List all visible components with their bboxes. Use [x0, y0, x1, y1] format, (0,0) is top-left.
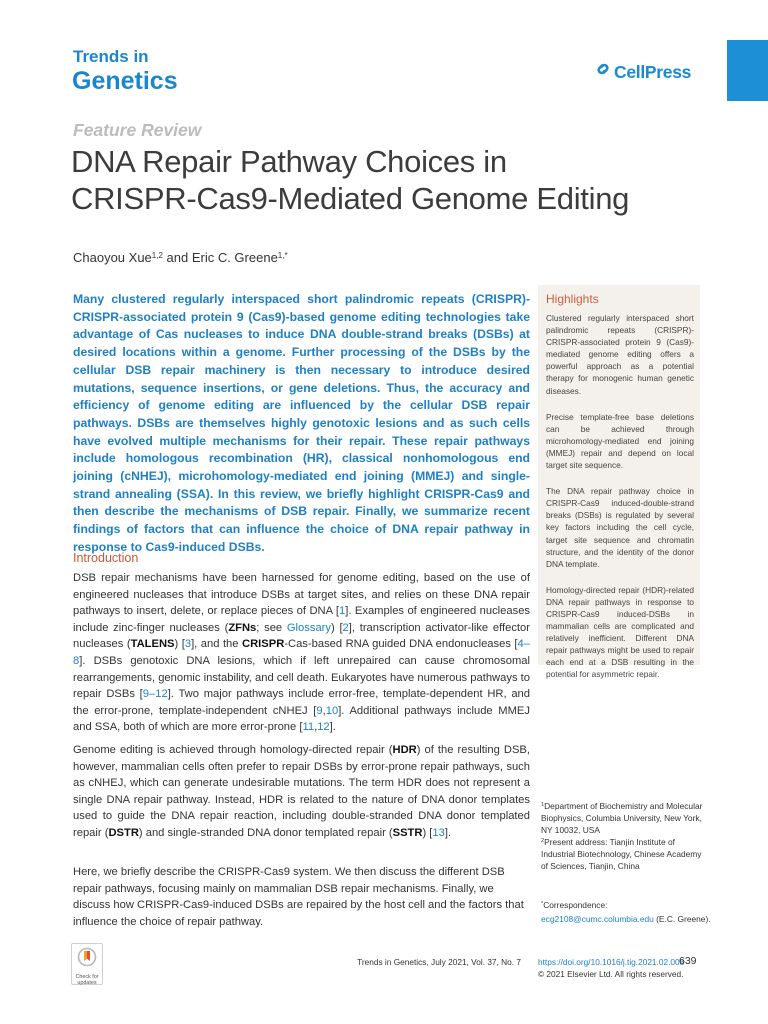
journal-name-line2: Genetics: [72, 67, 178, 95]
text-run: Here, we briefly describe the CRISPR-Cas9 system. We then discuss the different DSB repair pathways, focusing mainly on mammalian DSB repair mechanisms. Finally, we discuss how CRISPR-Cas9-induced DSBs are repaired by the host cell and the factors that influence the choice of repair pathway.: [73, 866, 524, 928]
text-run: ) [: [174, 638, 185, 651]
affiliation-2: [541, 836, 703, 872]
introduction-heading: Introduction: [73, 551, 139, 565]
article-title: [71, 143, 629, 217]
affiliation-number: 2: [541, 838, 545, 844]
affiliation-superscript: 1,2: [151, 251, 163, 260]
affiliation-text: Department of Biochemistry and Molecular Biophysics, Columbia University, New York, NY 10032, USA: [541, 801, 703, 835]
publisher-name: CellPress: [614, 61, 692, 82]
text-run: DSB repair mechanisms have been harnessed for genome editing, based on the use of engineered nucleases that introduce DSBs at target sites, and relies on these DNA repair pathways to insert, delete, or replace pieces of DNA [: [73, 572, 530, 618]
text-run: ]. Examples of engineered nucleases include zinc-finger nucleases (: [73, 605, 531, 634]
highlights-box: [538, 285, 700, 680]
journal-name-line1: Trends in: [73, 47, 149, 66]
page-number: 639: [679, 955, 697, 967]
affiliation-text: Present address: Tianjin Institute of Industrial Biotechnology, Chinese Academy of Sciences, Tianjin, China: [541, 837, 702, 871]
reference-link[interactable]: 2: [342, 621, 349, 634]
abstract: Many clustered regularly interspaced short palindromic repeats (CRISPR)-CRISPR-associated protein 9 (Cas9)-based genome editing technologies take advantage of Cas nucleases to induce DNA double-strand breaks (DSBs) at desired locations within a genome. Further processing of the DSBs by the cellular DSB repair machinery is then necessary to introduce desired mutations, sequence insertions, or gene deletions. Thus, the accuracy and efficiency of genome editing are influenced by the cellular DSB repair pathways. DSBs are themselves highly genotoxic lesions and as such cells have evolved multiple mechanisms for their repair. These repair pathways include homologous recombination (HR), classical nonhomologous end joining (cNHEJ), microhomology-mediated end joining (MMEJ) and single-strand annealing (SSA). In this review, we briefly highlight CRISPR-Cas9 and then describe the mechanisms of DSB repair. Finally, we summarize recent findings of factors that can influence the choice of DNA repair pathway in response to Cas9-induced DSBs.: [73, 292, 530, 554]
article-type: Feature Review: [73, 120, 202, 140]
reference-link[interactable]: 9–12: [142, 688, 168, 701]
highlight-item: The DNA repair pathway choice in CRISPR-Cas9 induced-double-strand breaks (DSBs) is regulated by several key factors including the cell cycle, target site sequence and chromatin structure, and the identity of the donor DNA template.: [546, 486, 694, 569]
affiliation-superscript: 1,*: [277, 251, 288, 260]
reference-link[interactable]: 1: [339, 605, 346, 618]
text-run: ], and the: [191, 638, 242, 651]
author-name: Chaoyou Xue: [73, 250, 152, 265]
journal-citation: Trends in Genetics, July 2021, Vol. 37, No. 7: [357, 957, 521, 967]
defined-term: CRISPR: [242, 638, 285, 651]
text-run: ].: [329, 721, 336, 734]
check-for-updates-icon: [77, 947, 97, 974]
reference-link[interactable]: 11: [302, 721, 315, 734]
intro-paragraph-1: [73, 570, 530, 736]
text-run: ], transcription activator-like effector nucleases (: [73, 621, 530, 651]
reference-link[interactable]: 4–8: [73, 638, 530, 667]
defined-term: DSTR: [108, 826, 139, 839]
text-run: ) of the resulting DSB, however, mammalian cells often prefer to repair DSBs by error-prone repair pathways, such as cNHEJ, which can generate undesirable mutations. The term HDR does not represent a single DNA repair pathway. Instead, HDR is related to the nature of DNA donor templates used to guide the DNA repair reaction, including double-stranded DNA donor templated repair (: [73, 744, 530, 839]
reference-link[interactable]: 12: [317, 721, 330, 734]
author-list: [73, 249, 288, 266]
intro-paragraph-3: [73, 864, 530, 930]
text-run: ; see: [256, 621, 287, 634]
reference-link[interactable]: 13: [432, 826, 445, 839]
text-run: ]. DSBs genotoxic DNA lesions, which if left unrepaired can cause chromosomal rearrangements, genomic instability, and cell death. Eukaryotes have numerous pathways to repair DSBs [: [73, 654, 530, 701]
text-run: ].: [444, 826, 452, 839]
author-name: and Eric C. Greene: [162, 250, 278, 265]
cellpress-logo[interactable]: [594, 60, 691, 83]
doi-link[interactable]: https://doi.org/10.1016/j.tig.2021.02.008: [538, 957, 685, 967]
defined-term: TALENS: [130, 638, 175, 651]
text-run: ,: [314, 721, 318, 734]
affiliation-number: 1: [541, 802, 545, 808]
cellpress-link-icon: [594, 60, 612, 83]
highlight-item: Homology-directed repair (HDR)-related DNA repair pathways in response to CRISPR-Cas9 induced-DSBs in mammalian cells are complicated and relatively inefficient. Different DNA repair pathways might be used to repair each end at a DSB resulting in the potential for asymmetric repair.: [546, 584, 694, 680]
highlight-item: Precise template-free base deletions can be achieved through microhomology-mediated end joining (MMEJ) repair and depend on local target site sequence.: [546, 411, 694, 471]
correspondence-name: (E.C. Greene).: [653, 914, 711, 924]
text-run: ]. Additional pathways include MMEJ and SSA, both of which are more error-prone [: [73, 704, 530, 734]
correspondence-email-link[interactable]: ecg2108@cumc.columbia.edu: [541, 914, 654, 924]
correspondence: [541, 898, 711, 926]
badge-text-line2: updates: [77, 980, 97, 986]
reference-link[interactable]: 3: [184, 638, 192, 651]
badge-text-line1: Check for: [75, 974, 99, 980]
text-run: ) [: [331, 621, 343, 634]
correspondence-label: Correspondence:: [543, 900, 608, 910]
affiliation-1: [541, 800, 703, 836]
title-line-1: DNA Repair Pathway Choices in: [71, 144, 507, 179]
defined-term: SSTR: [392, 826, 423, 839]
intro-paragraph-2: [73, 742, 530, 842]
journal-brand-block: [727, 40, 768, 101]
defined-term: ZFNs: [228, 621, 257, 634]
title-line-2: CRISPR-Cas9-Mediated Genome Editing: [71, 181, 630, 216]
text-run: Genome editing is achieved through homology-directed repair (: [73, 744, 393, 756]
highlights-heading: Highlights: [546, 292, 599, 306]
check-for-updates-badge[interactable]: [71, 943, 103, 985]
text-run: -Cas-based RNA guided DNA endonucleases [: [284, 638, 518, 651]
reference-link[interactable]: 9: [316, 704, 323, 717]
text-run: ) [: [422, 826, 433, 839]
affiliations: [541, 800, 703, 872]
copyright-notice: © 2021 Elsevier Ltd. All rights reserved.: [538, 969, 684, 979]
text-run: ) and single-stranded DNA donor templated repair (: [138, 826, 393, 839]
text-run: ,: [322, 704, 326, 717]
highlight-item: Clustered regularly interspaced short palindromic repeats (CRISPR)-CRISPR-associated protein 9 (Cas9)-mediated genome editing offers a powerful approach as a potential therapy for monogenic human genetic diseases.: [546, 313, 694, 396]
reference-link[interactable]: 10: [325, 704, 339, 717]
defined-term: HDR: [392, 744, 417, 756]
correspondence-asterisk: *: [541, 901, 544, 907]
text-run: ]. Two major pathways include error-free, template-dependent HR, and the error-prone, template-independent cNHEJ [: [73, 688, 530, 717]
reference-link[interactable]: Glossary: [286, 621, 331, 634]
